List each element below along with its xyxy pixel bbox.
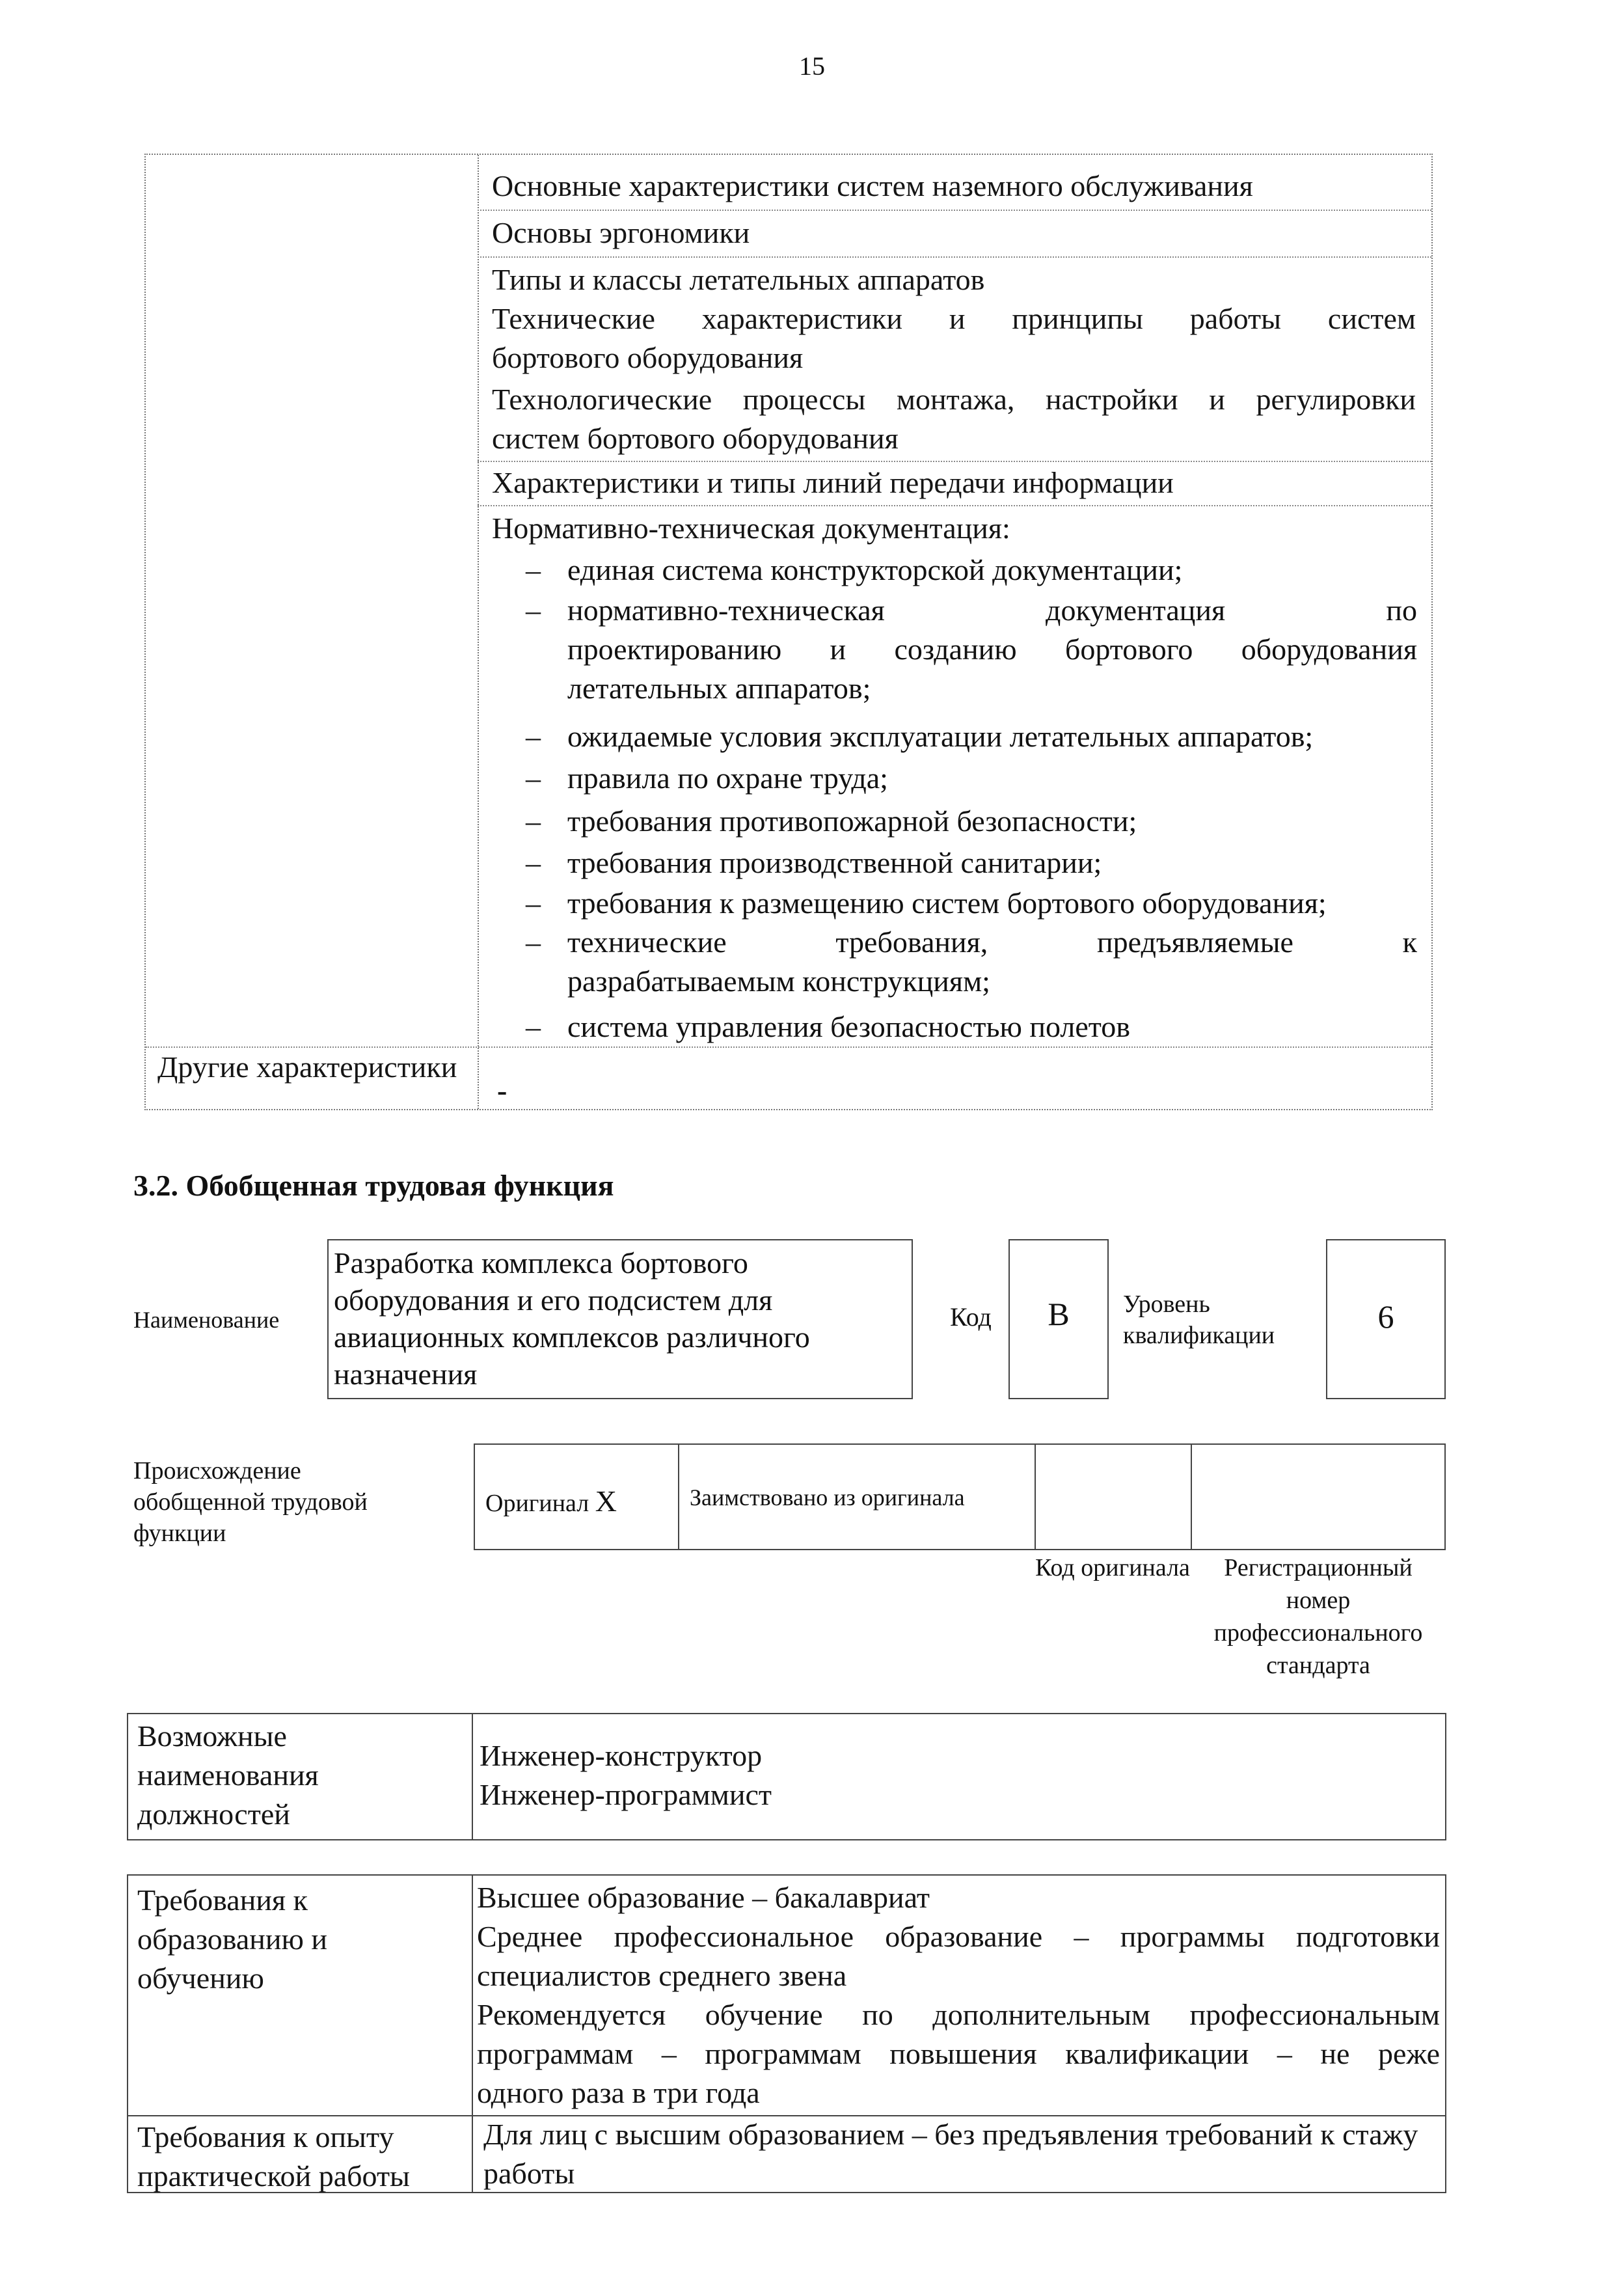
requirements-table (127, 1874, 1446, 2193)
knowledge-table: Основные характеристики систем наземного обслуживания Основы эргономики Типы и классы летательных аппаратов Технические характеристики и принципы работы систем бортового оборудования Технологические процессы монтажа, настройки и регулировки систем бортового оборудования Характеристики и типы линий передачи информации Нормативно-техническая документация: – единая система конструкторской документации; – нормативно-техническая документация по проектированию и созданию бортового оборудования летательных аппаратов; – ожидаемые условия эксплуатации летательных аппаратов; – правила по охране труда; – требования противопожарной безопасности; – требования производственной санитарии; – требования к размещению систем бортового оборудования; – технические требования, предъявляемые к разрабатываемым конструкциям; – система управления безопасностью полетов Другие характеристики - (144, 154, 1433, 1110)
other-characteristics-value: - (497, 1074, 508, 1107)
education-label: Требования к образованию и обучению (137, 1883, 327, 1995)
position-name: Инженер-конструктор (480, 1739, 763, 1772)
level-label: Уровень квалификации (1123, 1291, 1275, 1349)
column-divider (1191, 1445, 1192, 1549)
row-divider (478, 256, 1431, 258)
column-divider (478, 155, 479, 1109)
knowledge-row: Основы эргономики (492, 216, 750, 249)
column-divider (678, 1445, 679, 1549)
origin-table (474, 1443, 1446, 1550)
name-box (327, 1239, 913, 1399)
original-label: Оригинал (485, 1490, 589, 1517)
education-line: Среднее профессиональное образование – программы подготовки специалистов среднего звена (477, 1920, 1440, 1992)
level-box (1326, 1239, 1446, 1399)
experience-value: Для лиц с высшим образованием – без предъявления требований к стажу работы (483, 2118, 1418, 2190)
row-divider (478, 505, 1431, 506)
position-name: Инженер-программист (480, 1778, 772, 1811)
code-label: Код (950, 1302, 992, 1332)
positions-label: Возможные наименования должностей (137, 1719, 319, 1831)
positions-table (127, 1713, 1446, 1840)
origin-label: Происхождение обобщенной трудовой функции (133, 1457, 368, 1547)
reg-number-caption: Регистрационный номер профессионального стандарта (1213, 1554, 1423, 1679)
level-value: 6 (1377, 1298, 1394, 1335)
other-characteristics-label: Другие характеристики (157, 1050, 457, 1084)
education-line: Рекомендуется обучение по дополнительным профессиональным программам – программам повышения квалификации – не реже одного раза в три года (477, 1998, 1440, 2109)
code-value: В (1048, 1296, 1070, 1332)
knowledge-row: Технические характеристики и принципы работы систем бортового оборудования (492, 302, 1416, 374)
education-line: Высшее образование – бакалавриат (477, 1881, 930, 1914)
row-divider (478, 461, 1431, 462)
knowledge-row: Типы и классы летательных аппаратов (492, 263, 985, 296)
section-title: 3.2. Обобщенная трудовая функция (133, 1169, 614, 1202)
normative-intro: Нормативно-техническая документация: (492, 512, 1010, 545)
page-number: 15 (799, 51, 825, 81)
knowledge-row: Основные характеристики систем наземного обслуживания (492, 169, 1253, 202)
code-box (1008, 1239, 1109, 1399)
normative-item: – технические требования, предъявляемые к разрабатываемым конструкциям; (526, 925, 1417, 998)
column-divider (1035, 1445, 1036, 1549)
knowledge-row: Технологические процессы монтажа, настройки и регулировки систем бортового оборудования (492, 383, 1416, 455)
borrowed-label: Заимствовано из оригинала (690, 1484, 965, 1511)
code-original-caption: Код оригинала (1035, 1554, 1190, 1581)
row-divider (478, 210, 1431, 211)
name-label: Наименование (133, 1307, 280, 1333)
column-divider (472, 1876, 473, 2192)
function-name: Разработка комплекса бортового оборудования и его подсистем для авиационных комплексов различного назначения (334, 1246, 810, 1391)
knowledge-row: Характеристики и типы линий передачи информации (492, 466, 1174, 499)
column-divider (472, 1714, 473, 1839)
normative-item: – нормативно-техническая документация по проектированию и созданию бортового оборудования летательных аппаратов; (526, 594, 1417, 705)
original-mark: Х (595, 1484, 617, 1518)
original-cell (485, 1484, 617, 1518)
experience-label: Требования к опыту практической работы (137, 2120, 410, 2193)
